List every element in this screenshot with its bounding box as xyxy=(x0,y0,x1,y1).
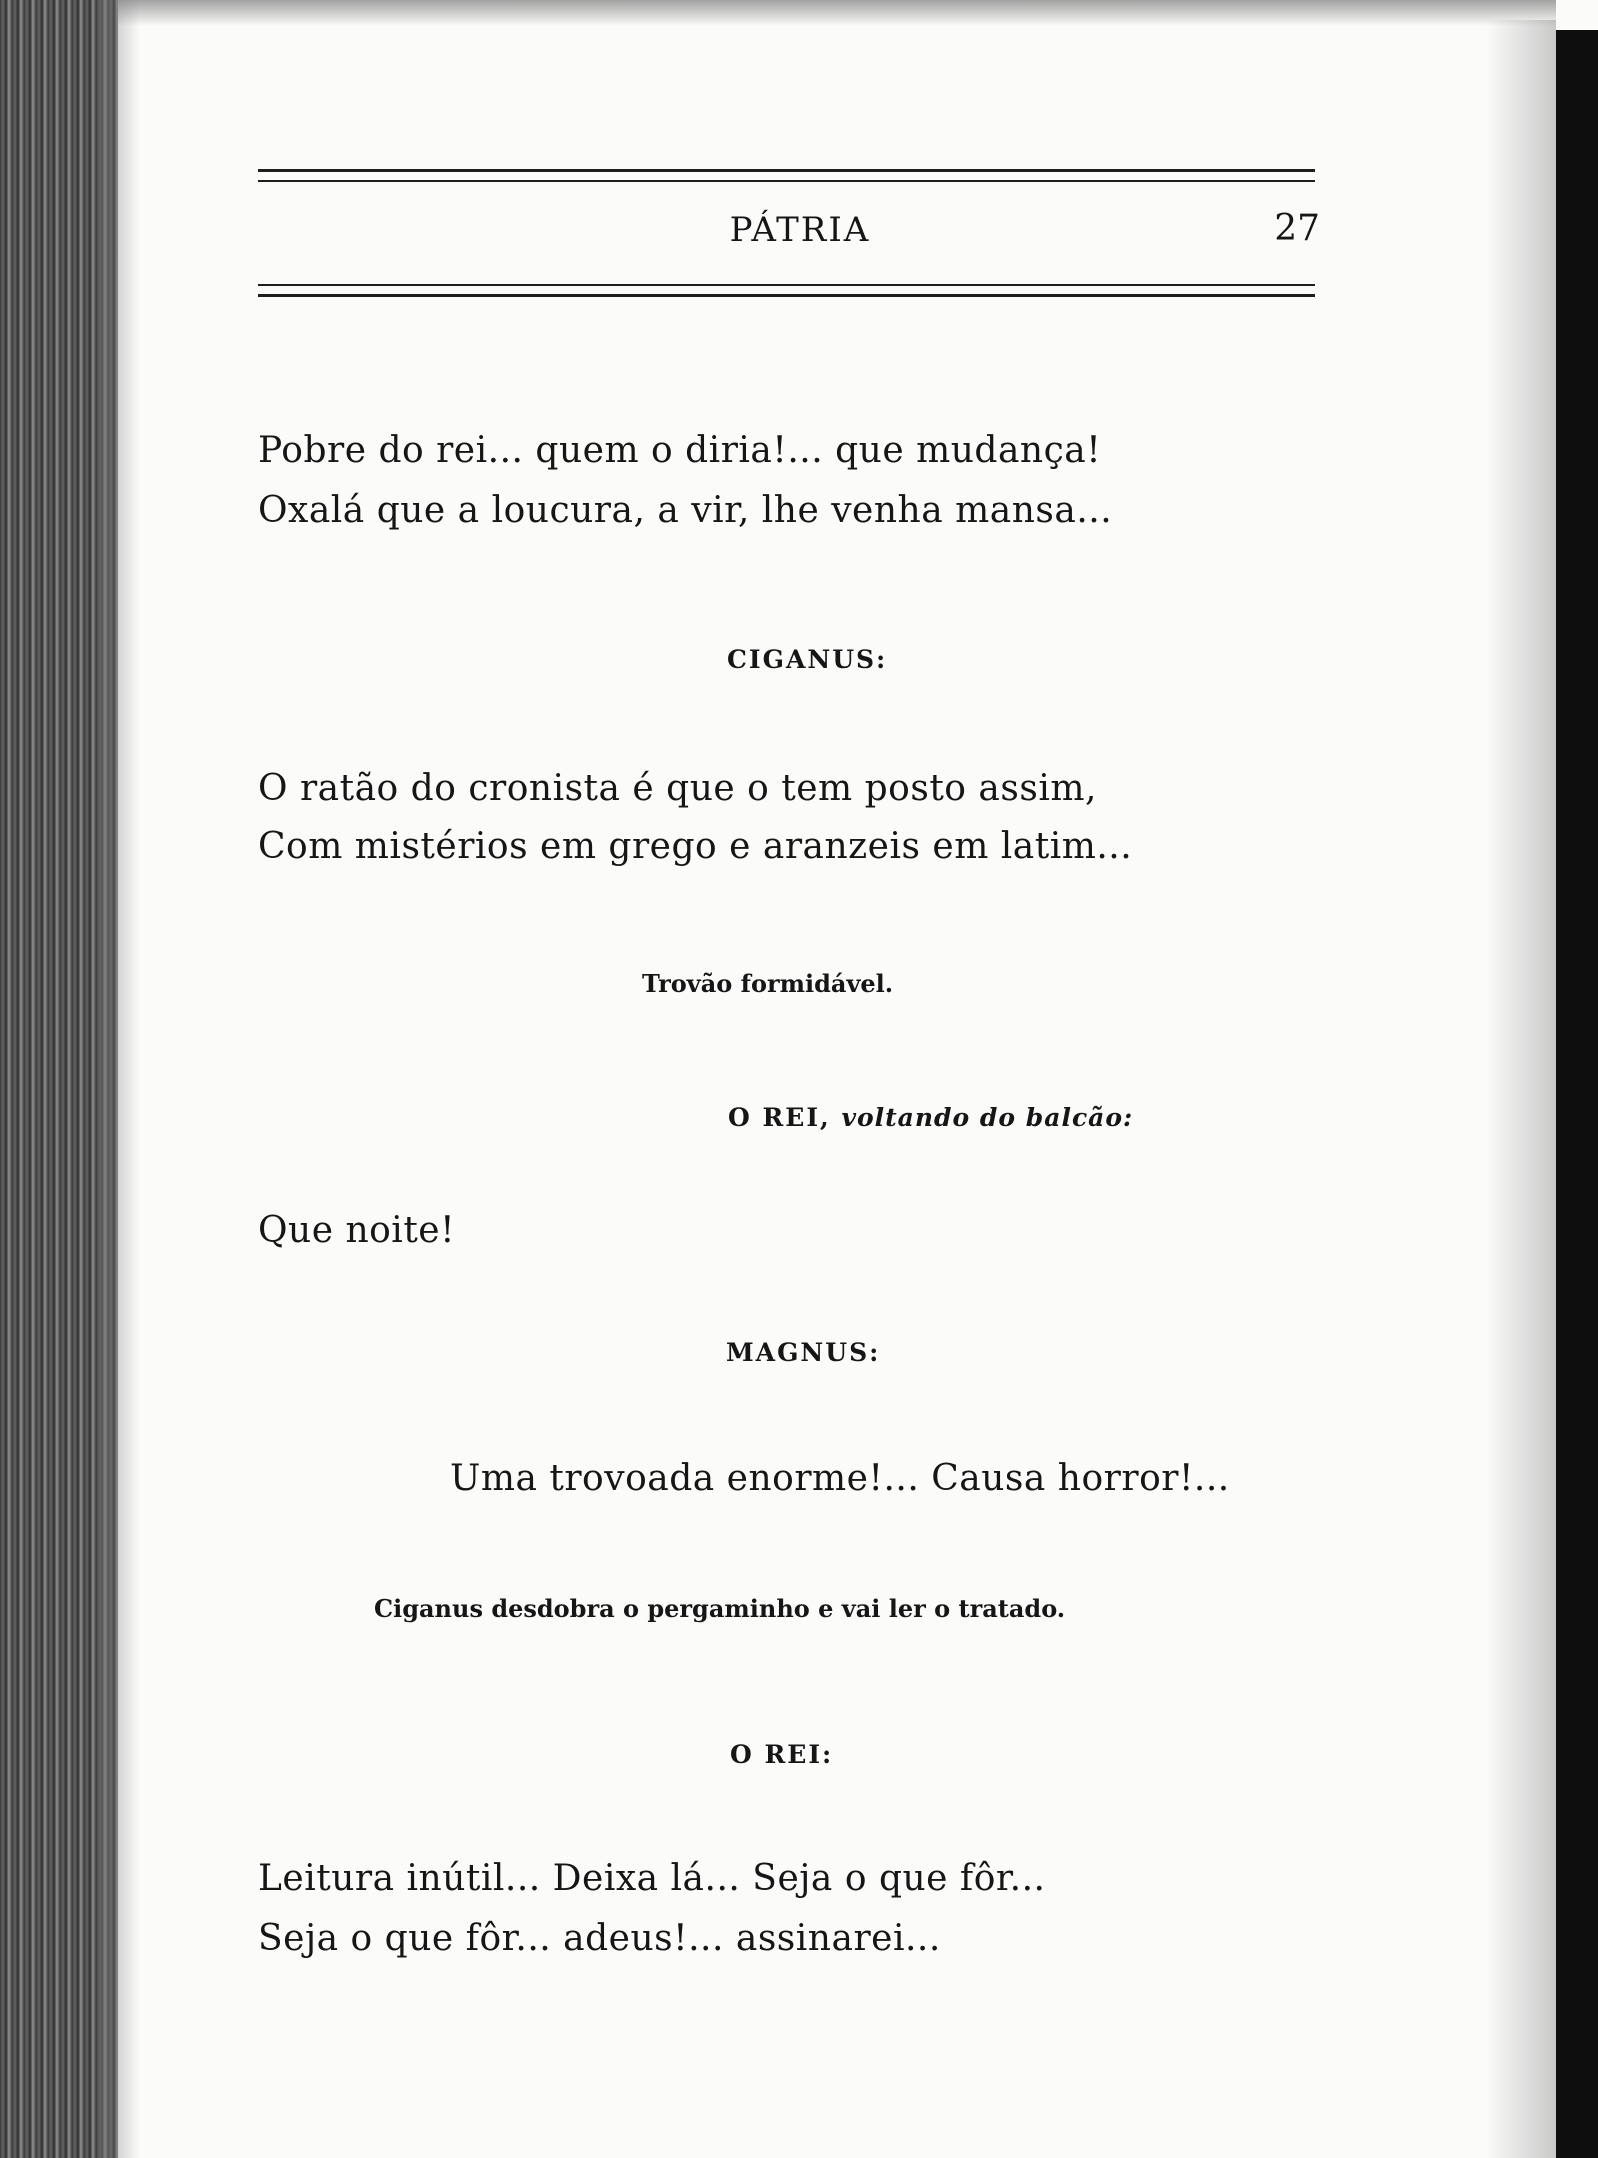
header-rule-top-2 xyxy=(258,180,1315,182)
header-rule-bottom-2 xyxy=(258,294,1315,297)
stage-direction: Trovão formidável. xyxy=(642,969,894,998)
speaker-label xyxy=(728,1103,1133,1132)
verse-line: Uma trovoada enorme!... Causa horror!... xyxy=(450,1458,1230,1499)
running-title: PÁTRIA xyxy=(729,210,871,250)
verse-line: Oxalá que a loucura, a vir, lhe venha mansa... xyxy=(258,490,1113,531)
header-rule-top-1 xyxy=(258,169,1315,172)
right-page-edge xyxy=(1556,30,1598,2158)
verse-line: Com mistérios em grego e aranzeis em latim... xyxy=(258,826,1133,867)
verse-line: Pobre do rei... quem o diria!... que mudança! xyxy=(258,430,1102,471)
header-rule-bottom-1 xyxy=(258,284,1315,286)
verse-line: Seja o que fôr... adeus!... assinarei... xyxy=(258,1918,941,1959)
gutter-shadow xyxy=(100,0,140,2158)
speaker-direction: voltando do balcão: xyxy=(841,1103,1134,1132)
verse-line: Que noite! xyxy=(258,1210,456,1251)
page-number: 27 xyxy=(1274,208,1320,249)
verse-line: O ratão do cronista é que o tem posto assim, xyxy=(258,768,1097,809)
speaker-label: O REI: xyxy=(730,1740,834,1769)
speaker-name: O REI, xyxy=(728,1103,831,1132)
speaker-label: MAGNUS: xyxy=(726,1338,881,1367)
speaker-label: CIGANUS: xyxy=(727,645,888,674)
stage-direction: Ciganus desdobra o pergaminho e vai ler o tratado. xyxy=(374,1594,1066,1623)
page-top-shadow xyxy=(118,0,1556,26)
right-page-shadow xyxy=(1486,20,1556,2158)
verse-line: Leitura inútil... Deixa lá... Seja o que fôr... xyxy=(258,1858,1046,1899)
